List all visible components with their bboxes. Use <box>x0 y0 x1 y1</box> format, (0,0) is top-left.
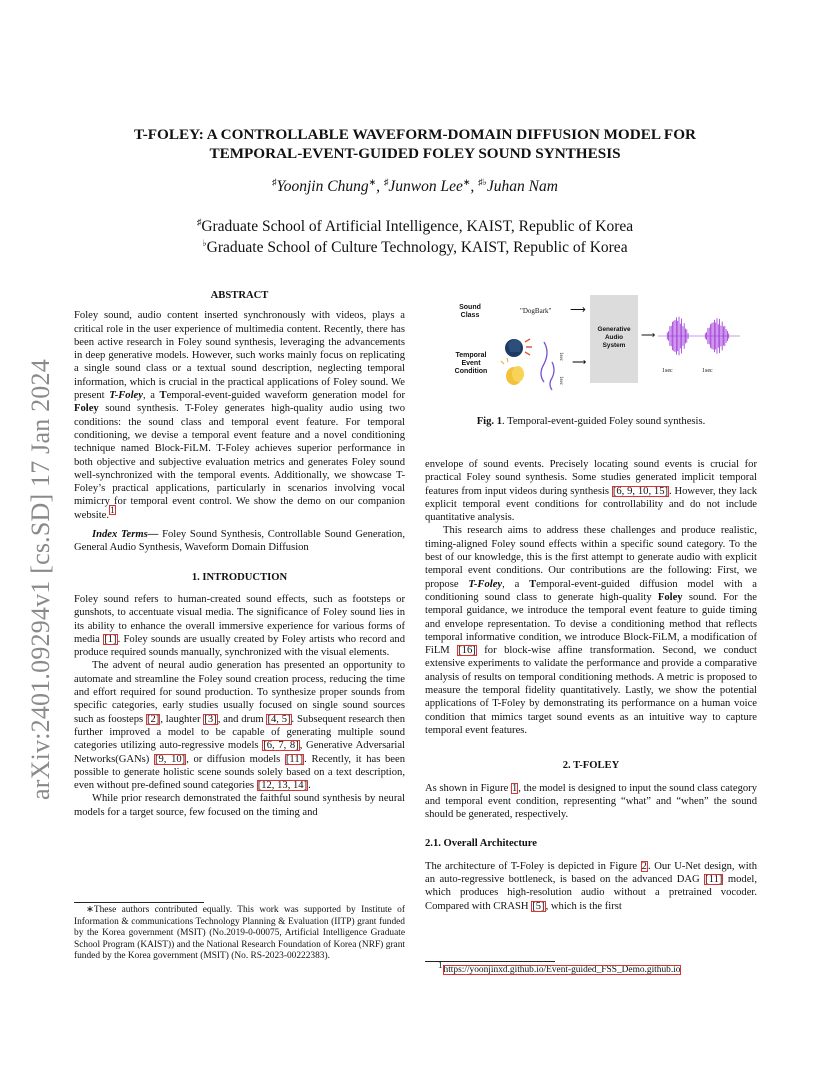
demo-link[interactable]: https://yoonjinxd.github.io/Event-guided_FSS_Demo.github.io <box>443 965 681 976</box>
intro-heading: 1. INTRODUCTION <box>191 571 288 583</box>
arrow-icon: ⟶ <box>570 304 586 316</box>
affiliations <box>70 216 760 258</box>
time-label: 1sec <box>662 368 673 374</box>
footnote-rule-left <box>74 902 204 903</box>
envelope-curve-1 <box>541 342 547 382</box>
right-paragraph-4: The architecture of T-Foley is depicted in Figure 2. Our U-Net design, with an auto-regressive bottleneck, is based on the advanced DAG [11] model, which produces high-resolution audio without a pretrained vocoder. Compared with CRASH [5], which is the first <box>425 860 757 912</box>
right-paragraph-2: This research aims to address these challenges and produce realistic, timing-aligned Foley sound effects within a specific sound category. To the best of our knowledge, this is the first attempt to generate audio with explicit temporal event conditions. Our contributions are the following: First, we propose T-Foley, a Temporal-event-guided diffusion model with a conditioning sound class to generate high-quality Foley sound. For the temporal guidance, we introduce the temporal event feature to guide timing and envelope representation. To devise a conditioning method that reflects temporal informative condition, we introduce Block-FiLM, a modification of FiLM [16] for block-wise affine transformation. Second, we conduct extensive experiments to validate the performance and provide a comparative analysis of results on temporal conditioning methods. A metric is proposed to measure the temporal fidelity quantitatively. Lastly, we show the potential applications of T-Foley by demonstrating its performance on a human voice condition that mimics target sound events as an intuitive way to capture temporal event features. <box>425 525 757 736</box>
citation-link[interactable]: [6, 9, 10, 15] <box>612 485 669 497</box>
author-1: Yoonjin Chung <box>276 178 369 195</box>
citation-link[interactable]: [11] <box>285 753 304 765</box>
arxiv-stamp[interactable]: arXiv:2401.09294v1 [cs.SD] 17 Jan 2024 <box>26 359 55 800</box>
abstract-tfoley: T-Foley <box>109 390 143 402</box>
citation-link[interactable]: [3] <box>204 713 217 725</box>
arrow-icon: ⟶ <box>572 357 587 368</box>
citation-link[interactable]: [12, 13, 14] <box>257 780 308 792</box>
waveform-output <box>658 312 740 372</box>
right-column <box>425 458 757 913</box>
figure-1 <box>440 292 740 402</box>
author-list: ♯Yoonjin Chung∗, ♯Junwon Lee∗, ♯♭Juhan Nam <box>272 176 558 195</box>
citation-link[interactable]: [16] <box>458 645 476 657</box>
author-1-star: ∗ <box>368 176 377 187</box>
citation-link[interactable]: [6, 7, 8] <box>263 740 299 752</box>
time-label: 1sec <box>702 368 713 374</box>
figure-link[interactable]: 2 <box>641 860 647 872</box>
index-terms: Index Terms— Foley Sound Synthesis, Controllable Sound Generation, General Audio Synthesis, Waveform Domain Diffusion <box>74 529 405 554</box>
time-label: 1sec <box>558 376 563 385</box>
abstract-heading: ABSTRACT <box>210 290 269 301</box>
dogbark-label: "DogBark" <box>520 307 552 315</box>
intro-paragraph-2: The advent of neural audio generation has presented an opportunity to automate and streamline the Foley sound creation process, reducing the time and effort required for sound production. To synthesize proper sounds from specific categories, early studies usually focused on single sound sources such as foosteps [2], laughter [3], and drum [4, 5]. Subsequent research then further improved a model to be capable of generating multiple sound categories utilizing auto-regressive models [6, 7, 8], Generative Adversarial Networks(GANs) [9, 10], or diffusion models [11]. Recently, it has been possible to generate holistic scene sounds solely based on a text description, even without pre-defined sound categories [12, 13, 14]. <box>74 660 406 792</box>
footnote-1-ref[interactable]: 1 <box>110 505 115 516</box>
section-2-heading: 2. T-FOLEY <box>562 760 620 772</box>
author-2-star: ∗ <box>462 176 471 187</box>
sound-class-label: Sound Class <box>459 304 481 319</box>
title-line-1: T-FOLEY: A CONTROLLABLE WAVEFORM-DOMAIN DIFFUSION MODEL FOR <box>133 126 696 143</box>
index-terms-label: Index Terms— <box>92 529 159 541</box>
temporal-condition-label: Temporal Event Condition <box>454 352 488 375</box>
left-column <box>74 289 405 819</box>
intro-paragraph-1: Foley sound refers to human-created sound effects, such as footsteps or gunshots, to accentuate visual media. The significance of Foley sound lies in its ability to enhance the overall immersive experience for various forms of media [1]. Foley sounds are usually created by Foley artists who record and produce required sounds manually, synchronized with the visual elements. <box>74 593 405 659</box>
right-paragraph-1: envelope of sound events. Precisely locating sound events is crucial for practical Foley sound synthesis. Some studies generated implicit temporal features from input videos during synthesis [6, 9, 10, 15]. However, they lack explicit temporal event conditions for controllability and do not include quantitative analysis. <box>425 459 758 524</box>
arrow-icon: ⟶ <box>641 330 656 341</box>
author-3-mark: ♯♭ <box>478 176 487 187</box>
figure-link[interactable]: 1 <box>511 782 518 794</box>
citation-link[interactable]: [2] <box>146 713 160 725</box>
abstract-text: Foley sound, audio content inserted synchronously with videos, plays a critical role in the user experience of multimedia content. Recently, there has been active research in Foley sound synthesis, leveraging the advancements in deep generative models. However, such works mainly focus on replicating a single sound class or a textual sound description, neglecting temporal information, which is crucial in the practical applications of Foley sound. We present T-Foley, a Temporal-event-guided waveform generation model for Foley sound synthesis. T-Foley generates high-quality audio using two conditions: the sound class and temporal event feature. For temporal conditioning, we devise a temporal event feature and a novel conditioning technique named Block-FiLM. T-Foley achieves superior performance in both objective and subjective evaluation metrics and generates Foley sound well-synchronized with the temporal events. Additionally, we showcase T-Foley’s practical applications, particularly in scenarios involving vocal mimicry for temporal event control. We show the demo on our companion website.$^1$ <box>74 310 405 521</box>
generative-system-label: Generative Audio System <box>597 326 631 349</box>
time-label: 1sec <box>558 352 563 361</box>
footnote-rule-right <box>425 961 555 962</box>
citation-link[interactable]: [1] <box>104 633 117 645</box>
citation-link[interactable]: [5] <box>532 900 545 912</box>
subsection-2-1-heading: 2.1. Overall Architecture <box>425 838 537 850</box>
affiliation-1-mark: ♯ <box>196 216 202 227</box>
paper-title <box>70 125 760 163</box>
author-3: Juhan Nam <box>486 178 558 195</box>
title-line-2: TEMPORAL-EVENT-GUIDED FOLEY SOUND SYNTHESIS <box>209 145 621 162</box>
affiliation-2: Graduate School of Culture Technology, KAIST, Republic of Korea <box>206 239 628 256</box>
author-2: Junwon Lee <box>388 178 463 195</box>
author-1-mark: ♯ <box>272 176 277 187</box>
footnote-left: ∗These authors contributed equally. This work was supported by Institute of Information & communications Technology Planning & Evaluation (IITP) grant funded by the Korea government (MSIT) (No.2019-0-00075, Artificial Intelligence Graduate School Program (KAIST)) and the National Research Foundation of Korea (NRF) grant funded by the Korea government (MSIT) (No. RS-2023-00222383). <box>74 905 405 962</box>
right-paragraph-3: As shown in Figure 1, the model is designed to input the sound class category and temporal event condition, representing “what” and “when” the sound should be generated, respectively. <box>425 782 758 821</box>
citation-link[interactable]: [9, 10] <box>154 753 186 765</box>
footnote-right: $^1$https://yoonjinxd.github.io/Event-guided_FSS_Demo.github.io <box>438 960 681 976</box>
figure-1-caption: Fig. 1. Temporal-event-guided Foley sound synthesis. <box>476 416 706 427</box>
envelope-curve-2 <box>550 362 554 390</box>
temporal-icons <box>500 332 590 392</box>
citation-link[interactable]: [11] <box>705 874 723 886</box>
affiliation-2-mark: ♭ <box>202 237 207 248</box>
affiliation-1: Graduate School of Artificial Intelligence, KAIST, Republic of Korea <box>201 218 634 235</box>
author-2-mark: ♯ <box>383 176 389 187</box>
citation-link[interactable]: [4, 5] <box>267 713 291 725</box>
intro-paragraph-3: While prior research demonstrated the faithful sound synthesis by neural models for a target source, few focused on the timing and <box>74 793 405 818</box>
speaking-head-icon <box>505 339 532 357</box>
clapping-hands-icon <box>501 358 524 385</box>
